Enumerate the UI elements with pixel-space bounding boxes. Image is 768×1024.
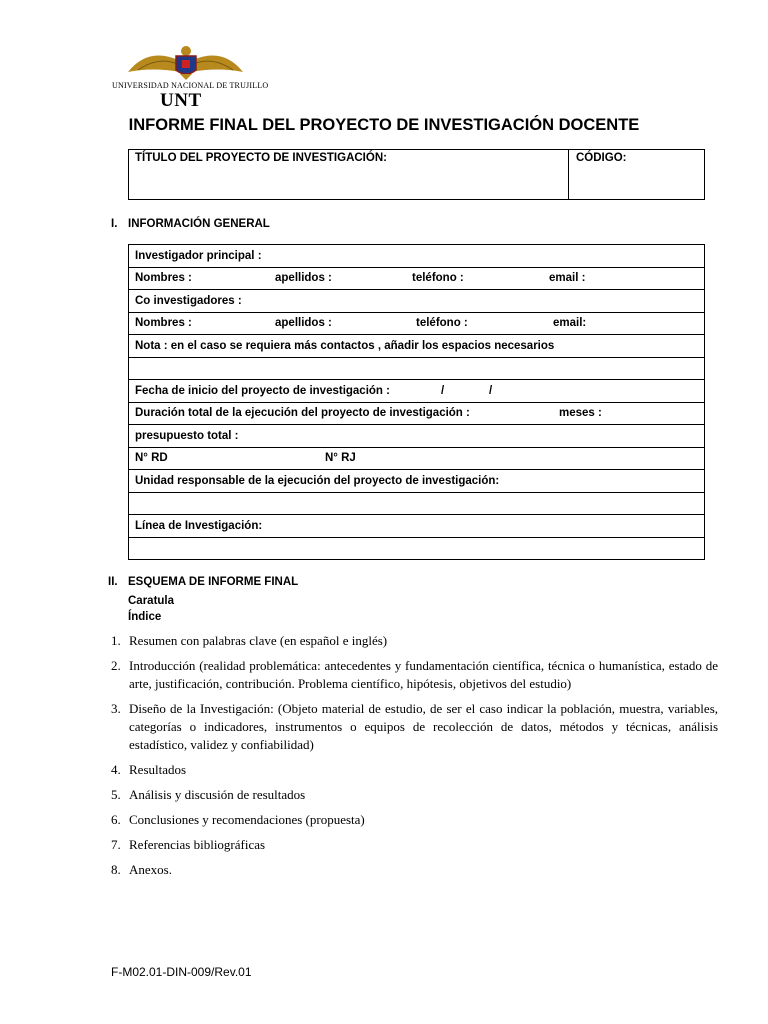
phone-label: teléfono : xyxy=(412,272,464,285)
list-number: 5. xyxy=(111,787,121,802)
general-info-table xyxy=(128,244,705,560)
budget-label: presupuesto total : xyxy=(135,429,239,442)
code-divider xyxy=(568,149,569,200)
document-code-footer: F-M02.01-DIN-009/Rev.01 xyxy=(111,965,252,979)
blank-row xyxy=(129,537,705,560)
list-text: Diseño de la Investigación: (Objeto material de estudio, de ser el caso indicar la población, muestra, variables, categorías o indicadores, instrumentos o equipos de recolección de datos, métodos y técnicas, análisis estadístico, validez y confiabilidad) xyxy=(129,701,718,752)
report-outline-list xyxy=(111,632,718,886)
code-label: CÓDIGO: xyxy=(576,152,627,164)
blank-row xyxy=(129,357,705,380)
list-number: 7. xyxy=(111,837,121,852)
resolution-row xyxy=(129,447,705,470)
email-label: email : xyxy=(549,272,586,285)
principal-investigator-label: Investigador principal : xyxy=(135,249,262,262)
section-1-number: I. xyxy=(111,218,118,230)
list-number: 8. xyxy=(111,862,121,877)
list-item xyxy=(111,786,718,804)
list-item xyxy=(111,811,718,829)
months-label: meses : xyxy=(559,407,602,420)
list-item xyxy=(111,836,718,854)
university-name: UNIVERSIDAD NACIONAL DE TRUJILLO xyxy=(112,81,269,90)
index-subheading: Índice xyxy=(128,611,162,623)
list-number: 4. xyxy=(111,762,121,777)
list-text: Resultados xyxy=(129,762,187,777)
list-number: 1. xyxy=(111,633,121,648)
research-line-row xyxy=(129,515,705,538)
list-item xyxy=(111,761,718,779)
list-text: Introducción (realidad problemática: antecedentes y fundamentación científica, técnica o humanística, estado de arte, justificación, contribución. Problema científico, hipótesis, objetivos del estudio) xyxy=(129,658,718,691)
co-phone-label: teléfono : xyxy=(416,317,468,330)
section-2-heading: ESQUEMA DE INFORME FINAL xyxy=(128,576,299,588)
date-slash: / xyxy=(441,384,445,397)
co-investigator-contact-row xyxy=(129,312,705,335)
project-title-label: TÍTULO DEL PROYECTO DE INVESTIGACIÓN: xyxy=(135,152,387,164)
document-title: INFORME FINAL DEL PROYECTO DE INVESTIGACIÓN DOCENTE xyxy=(128,116,640,134)
list-text: Anexos. xyxy=(129,862,172,877)
list-number: 2. xyxy=(111,658,121,673)
university-acronym: UNT xyxy=(160,90,202,111)
note-row xyxy=(129,335,705,358)
list-number: 6. xyxy=(111,812,121,827)
list-number: 3. xyxy=(111,701,121,716)
list-item xyxy=(111,632,718,650)
responsible-unit-label: Unidad responsable de la ejecución del proyecto de investigación: xyxy=(135,474,500,487)
start-date-row xyxy=(129,380,705,403)
names-label: Nombres : xyxy=(135,272,192,285)
date-slash: / xyxy=(489,384,493,397)
duration-label: Duración total de la ejecución del proyecto de investigación : xyxy=(135,407,470,420)
principal-investigator-row xyxy=(129,245,705,268)
list-text: Análisis y discusión de resultados xyxy=(129,787,306,802)
duration-row xyxy=(129,402,705,425)
list-item xyxy=(111,700,718,754)
list-item xyxy=(111,657,718,693)
cover-subheading: Caratula xyxy=(128,595,175,607)
blank-row xyxy=(129,492,705,515)
section-2-number: II. xyxy=(108,576,118,588)
list-item xyxy=(111,861,718,879)
list-text: Resumen con palabras clave (en español e inglés) xyxy=(129,633,388,648)
section-1-heading: INFORMACIÓN GENERAL xyxy=(128,218,270,230)
start-date-label: Fecha de inicio del proyecto de investigación : xyxy=(135,384,390,397)
rd-label: N° RD xyxy=(135,452,168,465)
list-text: Conclusiones y recomendaciones (propuesta) xyxy=(129,812,365,827)
surnames-label: apellidos : xyxy=(275,272,332,285)
investigator-contact-row xyxy=(129,267,705,290)
co-email-label: email: xyxy=(553,317,587,330)
research-line-label: Línea de Investigación: xyxy=(135,519,263,532)
rj-label: N° RJ xyxy=(325,452,356,465)
co-investigators-row xyxy=(129,290,705,313)
co-names-label: Nombres : xyxy=(135,317,192,330)
co-surnames-label: apellidos : xyxy=(275,317,332,330)
co-investigators-label: Co investigadores : xyxy=(135,294,242,307)
note-text: Nota : en el caso se requiera más contactos , añadir los espacios necesarios xyxy=(135,339,555,352)
list-text: Referencias bibliográficas xyxy=(129,837,266,852)
responsible-unit-row xyxy=(129,470,705,493)
budget-row xyxy=(129,425,705,448)
